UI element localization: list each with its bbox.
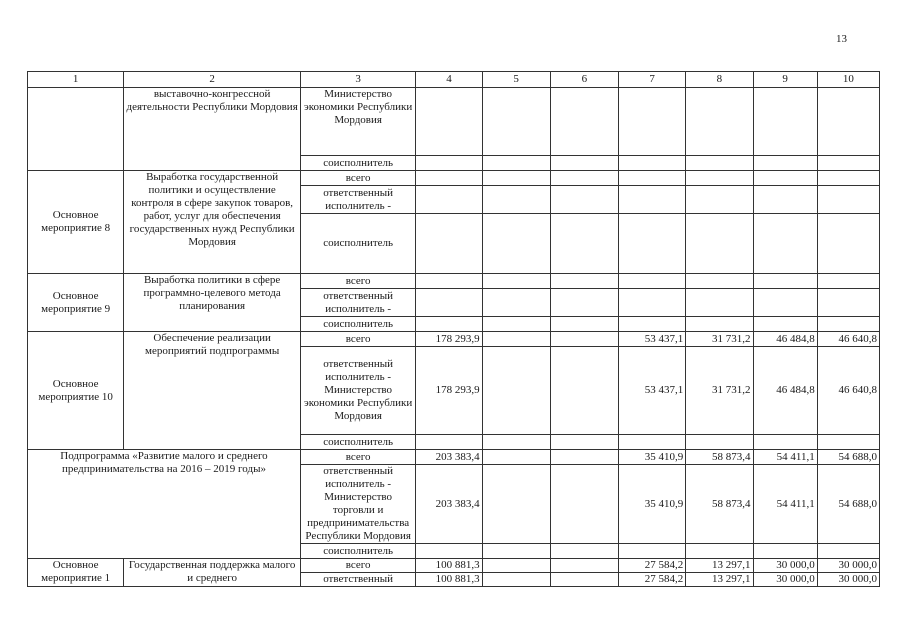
value-cell [817,274,879,289]
header-cell: 3 [300,72,415,88]
value-cell [482,465,550,544]
coexecutor-cell: соисполнитель [300,214,415,274]
value-cell [753,289,817,317]
value-cell [753,171,817,186]
value-cell [550,559,618,573]
total-label-cell: всего [300,332,415,347]
subprogram-title-cell: Подпрограмма «Развитие малого и среднего предпринимательства на 2016 – 2019 годы» [28,450,301,559]
value-cell [482,156,550,171]
value-cell [550,186,618,214]
value-cell [686,289,753,317]
total-label-cell: всего [300,274,415,289]
value-cell [753,156,817,171]
value-cell [550,347,618,435]
value-cell: 54 688,0 [817,465,879,544]
value-cell [619,317,686,332]
value-cell [416,171,482,186]
header-cell: 7 [619,72,686,88]
value-cell [416,289,482,317]
executor-cell: ответственный исполнитель - Министерство экономики Республики Мордовия [300,347,415,435]
value-cell: 30 000,0 [753,559,817,573]
executor-cell: Министерство экономики Республики Мордовия [300,88,415,156]
value-cell: 46 484,8 [753,347,817,435]
measure-name-cell: Государственная поддержка малого и среднего [124,559,301,587]
value-cell [482,88,550,156]
value-cell [482,317,550,332]
header-cell: 5 [482,72,550,88]
value-cell [619,274,686,289]
table-row [28,274,880,289]
value-cell [686,274,753,289]
value-cell [753,317,817,332]
header-cell: 9 [753,72,817,88]
value-cell [550,332,618,347]
header-cell: 8 [686,72,753,88]
measure-code-cell [28,88,124,171]
value-cell: 27 584,2 [619,559,686,573]
value-cell: 178 293,9 [416,347,482,435]
value-cell [619,435,686,450]
total-label-cell: всего [300,171,415,186]
table-row [28,332,880,347]
value-cell [416,435,482,450]
value-cell [550,156,618,171]
value-cell: 58 873,4 [686,450,753,465]
value-cell: 203 383,4 [416,465,482,544]
measure-code-cell: Основное мероприятие 8 [28,171,124,274]
coexecutor-cell: соисполнитель [300,156,415,171]
value-cell: 13 297,1 [686,559,753,573]
measure-name-cell: Выработка государственной политики и осуществление контроля в сфере закупок товаров, работ, услуг для обеспечения государственных нужд Республики Мордовия [124,171,301,274]
value-cell [753,544,817,559]
value-cell [550,289,618,317]
coexecutor-cell: соисполнитель [300,544,415,559]
value-cell: 46 640,8 [817,347,879,435]
value-cell: 203 383,4 [416,450,482,465]
value-cell: 100 881,3 [416,559,482,573]
value-cell: 54 688,0 [817,450,879,465]
value-cell [550,544,618,559]
coexecutor-cell: соисполнитель [300,317,415,332]
value-cell [482,347,550,435]
value-cell [619,88,686,156]
value-cell: 30 000,0 [753,573,817,587]
value-cell [753,186,817,214]
value-cell [482,450,550,465]
value-cell: 13 297,1 [686,573,753,587]
header-cell: 6 [550,72,618,88]
value-cell [416,274,482,289]
table-row [28,88,880,156]
value-cell [753,435,817,450]
value-cell [619,544,686,559]
measure-name-cell: выставочно-конгрессной деятельности Республики Мордовия [124,88,301,171]
value-cell [482,171,550,186]
total-label-cell: всего [300,559,415,573]
value-cell [482,214,550,274]
measure-code-cell: Основное мероприятие 1 [28,559,124,587]
value-cell [619,156,686,171]
total-label-cell: всего [300,450,415,465]
value-cell [482,573,550,587]
value-cell [550,171,618,186]
value-cell: 31 731,2 [686,347,753,435]
value-cell [817,435,879,450]
measure-name-cell: Обеспечение реализации мероприятий подпрограммы [124,332,301,450]
value-cell [817,317,879,332]
value-cell [416,317,482,332]
value-cell [416,88,482,156]
value-cell [686,88,753,156]
value-cell [550,465,618,544]
value-cell [550,450,618,465]
executor-cell: ответственный исполнитель - [300,289,415,317]
value-cell [482,332,550,347]
value-cell [416,186,482,214]
value-cell: 31 731,2 [686,332,753,347]
value-cell [686,435,753,450]
value-cell: 178 293,9 [416,332,482,347]
value-cell [686,171,753,186]
value-cell [619,214,686,274]
value-cell: 30 000,0 [817,573,879,587]
value-cell [817,214,879,274]
value-cell [686,544,753,559]
value-cell [686,317,753,332]
value-cell: 30 000,0 [817,559,879,573]
value-cell [482,289,550,317]
value-cell: 35 410,9 [619,465,686,544]
executor-cell: ответственный [300,573,415,587]
value-cell: 58 873,4 [686,465,753,544]
table-row [28,450,880,465]
value-cell [416,156,482,171]
value-cell: 46 484,8 [753,332,817,347]
value-cell: 54 411,1 [753,450,817,465]
value-cell [817,171,879,186]
value-cell [686,214,753,274]
coexecutor-cell: соисполнитель [300,435,415,450]
value-cell [686,156,753,171]
value-cell [550,274,618,289]
value-cell [619,171,686,186]
executor-cell: ответственный исполнитель - Министерство торговли и предпринимательства Республики Мордовия [300,465,415,544]
header-cell: 2 [124,72,301,88]
value-cell [482,274,550,289]
table-row [28,559,880,573]
value-cell [753,274,817,289]
budget-table [27,71,880,587]
value-cell [753,88,817,156]
value-cell: 53 437,1 [619,332,686,347]
header-cell: 1 [28,72,124,88]
value-cell [686,186,753,214]
value-cell [619,289,686,317]
measure-name-cell: Выработка политики в сфере программно-целевого метода планирования [124,274,301,332]
value-cell [550,88,618,156]
value-cell [416,214,482,274]
value-cell [550,435,618,450]
value-cell: 35 410,9 [619,450,686,465]
value-cell [482,435,550,450]
header-row [28,72,880,88]
value-cell [817,156,879,171]
value-cell [550,573,618,587]
value-cell: 53 437,1 [619,347,686,435]
value-cell [753,214,817,274]
header-cell: 4 [416,72,482,88]
value-cell [482,544,550,559]
measure-code-cell: Основное мероприятие 9 [28,274,124,332]
value-cell [550,214,618,274]
measure-code-cell: Основное мероприятие 10 [28,332,124,450]
value-cell: 54 411,1 [753,465,817,544]
page-number: 13 [836,33,847,45]
value-cell [817,186,879,214]
value-cell [416,544,482,559]
value-cell [817,88,879,156]
value-cell [550,317,618,332]
value-cell [619,186,686,214]
value-cell: 100 881,3 [416,573,482,587]
table-row [28,171,880,186]
value-cell [817,289,879,317]
value-cell: 46 640,8 [817,332,879,347]
executor-cell: ответственный исполнитель - [300,186,415,214]
header-cell: 10 [817,72,879,88]
value-cell: 27 584,2 [619,573,686,587]
value-cell [817,544,879,559]
value-cell [482,559,550,573]
value-cell [482,186,550,214]
